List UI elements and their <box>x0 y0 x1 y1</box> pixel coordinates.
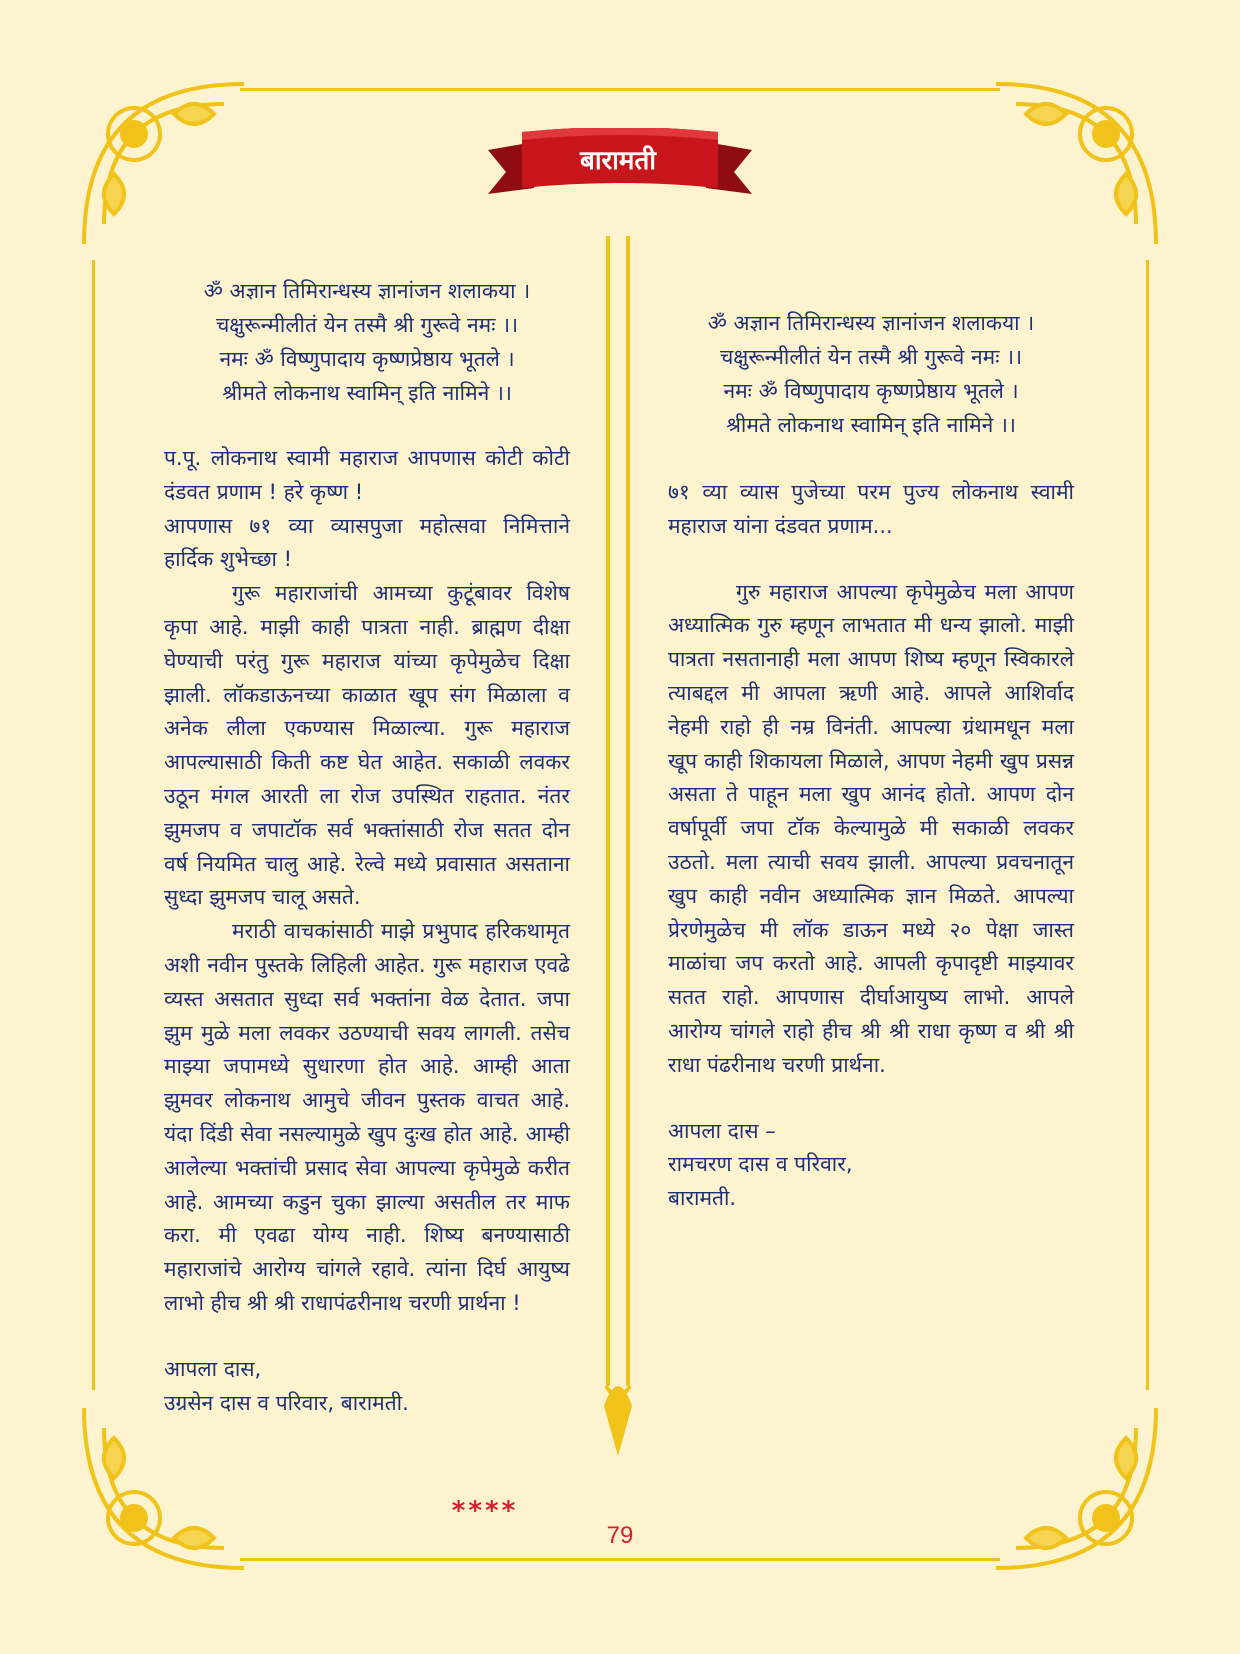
frame-left-line <box>92 260 95 1390</box>
signature-line: रामचरण दास व परिवार, <box>668 1152 853 1177</box>
signature-line: आपला दास – <box>668 1118 776 1143</box>
right-column <box>668 306 1074 1216</box>
frame-top-line <box>240 88 1000 91</box>
column-divider <box>600 236 636 1456</box>
right-signature <box>668 1115 1074 1216</box>
shloka-line: श्रीमते लोकनाथ स्वामिन् इति नामिने ।। <box>726 413 1016 437</box>
shloka-line: श्रीमते लोकनाथ स्वामिन् इति नामिने ।। <box>222 381 512 405</box>
left-greeting: प.पू. लोकनाथ स्वामी महाराज आपणास कोटी कोटी दंडवत प्रणाम ! हरे कृष्ण ! <box>164 446 570 504</box>
right-body-paragraph: गुरु महाराज आपल्या कृपेमुळेच मला आपण अध्यात्मिक गुरु म्हणून लाभतात मी धन्य झालो. माझी पात्रता नसतानाही मला आपण शिष्य म्हणून स्विकारले त्याबद्दल मी आपला ऋणी आहे. आपले आशिर्वाद नेहमी राहो ही नम्र विनंती. आपल्या ग्रंथामधून मला खूप काही शिकायला मिळाले, आपण नेहमी खुप प्रसन्न असता ते पाहून मला खुप आनंद होतो. आपण दोन वर्षापूर्वी जपा टॉक केल्यामुळे मी सकाळी लवकर उठतो. मला त्याची सवय झाली. आपल्या प्रवचनातून खुप काही नवीन अध्यात्मिक ज्ञान मिळते. आपल्या प्रेरणेमुळेच मी लॉक डाऊन मध्ये २० पेक्षा जास्त माळांचा जप करतो आहे. आपली कृपादृष्टी माझ्यावर सतत राहो. आपणास दीर्घाआयुष्य लाभो. आपले आरोग्य चांगले राहो हीच श्री श्री राधा कृष्ण व श्री श्री राधा पंढरीनाथ चरणी प्रार्थना. <box>668 579 1074 1077</box>
shloka-line: चक्षुरून्मीलीतं येन तस्मै श्री गुरूवे नमः ।। <box>719 345 1023 369</box>
left-shloka <box>164 274 570 410</box>
signature-line: उग्रसेन दास व परिवार, बारामती. <box>164 1390 409 1415</box>
left-body-paragraph: गुरू महाराजांची आमच्या कुटूंबावर विशेष कृपा आहे. माझी काही पात्रता नाही. ब्राह्मण दीक्षा घेण्याची परंतु गुरू महाराज यांच्या कृपेमुळेच दिक्षा झाली. लॉकडाऊनच्या काळात खूप संग मिळाला व अनेक लीला एकण्यास मिळाल्या. गुरू महाराज आपल्यासाठी किती कष्ट घेत आहेत. सकाळी लवकर उठून मंगल आरती ला रोज उपस्थित राहतात. नंतर झुमजप व जपाटॉक सर्व भक्तांसाठी रोज सतत दोन वर्ष नियमित चालु आहे. रेल्वे मध्ये प्रवासात असताना सुध्दा झुमजप चालू असते. <box>164 581 570 910</box>
corner-ornament-bottom-right <box>986 1398 1166 1578</box>
shloka-line: ॐ अज्ञान तिमिरान्धस्य ज्ञानांजन शलाकया । <box>203 279 531 303</box>
left-signature <box>164 1353 570 1421</box>
shloka-line: नमः ॐ विष्णुपादाय कृष्णप्रेष्ठाय भूतले । <box>723 379 1019 403</box>
corner-ornament-bottom-left <box>74 1398 254 1578</box>
left-column <box>164 274 570 1420</box>
shloka-line: चक्षुरून्मीलीतं येन तस्मै श्री गुरूवे नमः ।। <box>215 313 519 337</box>
frame-right-line <box>1146 260 1149 1390</box>
left-body-paragraph-2: मराठी वाचकांसाठी माझे प्रभुपाद हरिकथामृत अशी नवीन पुस्तके लिहिली आहेत. गुरू महाराज एवढे व्यस्त असतात सुध्दा सर्व भक्तांना वेळ देतात. जपा झुम मुळे मला लवकर उठण्याची सवय लागली. तसेच माझ्या जपामध्ये सुधारणा होत आहे. आम्ही आता झुमवर लोकनाथ आमुचे जीवन पुस्तक वाचत आहे. यंदा दिंडी सेवा नसल्यामुळे खुप दुःख होत आहे. आम्ही आलेल्या भक्तांची प्रसाद सेवा आपल्या कृपेमुळे करीत आहे. आमच्या कडुन चुका झाल्या असतील तर माफ करा. मी एवढा योग्य नाही. शिष्य बनण्यासाठी महाराजांचे आरोग्य चांगले रहावे. त्यांना दिर्घ आयुष्य लाभो हीच श्री श्री राधापंढरीनाथ चरणी प्रार्थना ! <box>164 919 570 1315</box>
signature-line: आपला दास, <box>164 1356 262 1381</box>
shloka-line: ॐ अज्ञान तिमिरान्धस्य ज्ञानांजन शलाकया । <box>707 311 1035 335</box>
left-wishes: आपणास ७१ व्या व्यासपुजा महोत्सवा निमित्ताने हार्दिक शुभेच्छा ! <box>164 513 570 572</box>
stars-separator: **** <box>451 1496 519 1526</box>
shloka-line: नमः ॐ विष्णुपादाय कृष्णप्रेष्ठाय भूतले । <box>219 347 515 371</box>
corner-ornament-top-left <box>74 74 254 254</box>
page-number: 79 <box>606 1522 634 1549</box>
signature-line: बारामती. <box>668 1186 737 1211</box>
right-greeting: ७१ व्या व्यास पुजेच्या परम पुज्य लोकनाथ स्वामी महाराज यांना दंडवत प्रणाम... <box>668 480 1074 538</box>
page-title: बारामती <box>579 146 657 176</box>
corner-ornament-top-right <box>986 74 1166 254</box>
right-shloka <box>668 306 1074 442</box>
frame-bottom-line <box>240 1558 1000 1561</box>
